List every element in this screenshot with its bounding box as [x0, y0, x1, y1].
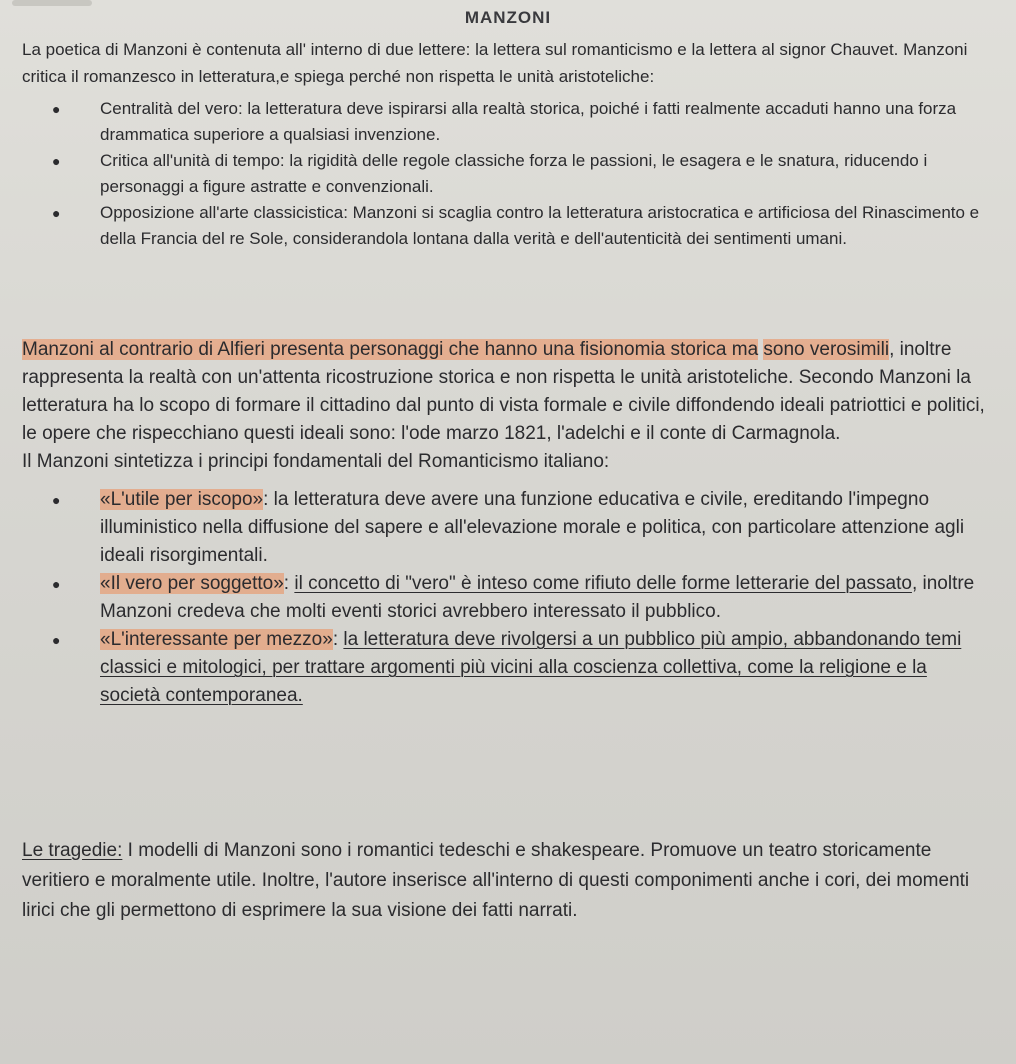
principles-list	[22, 486, 990, 710]
manzoni-vs-alfieri-section	[22, 336, 990, 710]
bullet-icon: ●	[52, 576, 61, 592]
highlighted-text: Manzoni al contrario di Alfieri presenta personaggi che hanno una fisionomia storica ma	[22, 339, 759, 360]
top-edge-mark	[12, 0, 92, 6]
list-item: ● «L'interessante per mezzo»: la letteratura deve rivolgersi a un pubblico più ampio, abbandonando temi classici e mitologici, per trattare argomenti più vicini alla coscienza collettiva, come la religione e la società contemporanea.	[100, 626, 990, 710]
underlined-text: il concetto di "vero" è inteso come rifiuto delle forme letterarie del passato	[294, 573, 912, 594]
list-item: ● Centralità del vero: la letteratura deve ispirarsi alla realtà storica, poiché i fatti realmente accaduti hanno una forza drammatica superiore a qualsiasi invenzione.	[100, 96, 990, 148]
intro-section	[22, 36, 990, 252]
highlighted-lead: «Il vero per soggetto»	[100, 573, 284, 594]
intro-paragraph: La poetica di Manzoni è contenuta all' interno di due lettere: la lettera sul romanticismo e la lettera al signor Chauvet. Manzoni critica il romanzesco in letteratura,e spiega perché non rispetta le unità aristoteliche:	[22, 40, 968, 86]
underlined-text: la letteratura deve rivolgersi a un pubblico più ampio, abbandonando temi classici e mitologici, per trattare argomenti più vicini alla coscienza collettiva, come la religione e la società contemporanea.	[100, 629, 962, 706]
highlighted-lead: «L'interessante per mezzo»	[100, 629, 333, 650]
bullet-icon: ●	[52, 101, 61, 117]
list-item: ● «Il vero per soggetto»: il concetto di "vero" è inteso come rifiuto delle forme letterarie del passato, inoltre Manzoni credeva che molti eventi storici avrebbero interessato il pubblico.	[100, 570, 990, 626]
section-heading: Le tragedie:	[22, 840, 123, 861]
tragedies-paragraph: Le tragedie: I modelli di Manzoni sono i romantici tedeschi e shakespeare. Promuove un teatro storicamente veritiero e moralmente utile. Inoltre, l'autore inserisce all'interno di questi componimenti anche i cori, dei momenti lirici che gli permettono di esprimere la sua visione dei fatti narrati.	[22, 840, 970, 921]
bullet-icon: ●	[52, 632, 61, 648]
bullet-icon: ●	[52, 205, 61, 221]
bullet-icon: ●	[52, 492, 61, 508]
page-title: MANZONI	[464, 8, 552, 27]
tragedies-section	[22, 836, 990, 926]
poetics-list	[22, 96, 990, 252]
list-item: ● «L'utile per iscopo»: la letteratura deve avere una funzione educativa e civile, ereditando l'impegno illuministico nella diffusione del sapere e all'elevazione morale e politica, con particolare attenzione agli ideali risorgimentali.	[100, 486, 990, 570]
list-item: ● Opposizione all'arte classicistica: Manzoni si scaglia contro la letteratura aristocratica e artificiosa del Rinascimento e della Francia del re Sole, considerandola lontana dalla verità e dell'autenticità dei sentimenti umani.	[100, 200, 990, 252]
comparison-paragraph: Manzoni al contrario di Alfieri presenta personaggi che hanno una fisionomia storica ma sono verosimili, inoltre rappresenta la realtà con un'attenta ricostruzione storica e non rispetta le unità aristoteliche. Secondo Manzoni la letteratura ha lo scopo di formare il cittadino dal punto di vista formale e civile diffondendo ideali patriottici e politici, le opere che rispecchiano questi ideali sono: l'ode marzo 1821, l'adelchi e il conte di Carmagnola.	[22, 339, 985, 444]
principles-intro: Il Manzoni sintetizza i principi fondamentali del Romanticismo italiano:	[22, 451, 610, 472]
highlighted-text: sono verosimili	[763, 339, 890, 360]
highlighted-lead: «L'utile per iscopo»	[100, 489, 264, 510]
bullet-icon: ●	[52, 153, 61, 169]
list-item: ● Critica all'unità di tempo: la rigidità delle regole classiche forza le passioni, le esagera e le snatura, riducendo i personaggi a figure astratte e convenzionali.	[100, 148, 990, 200]
